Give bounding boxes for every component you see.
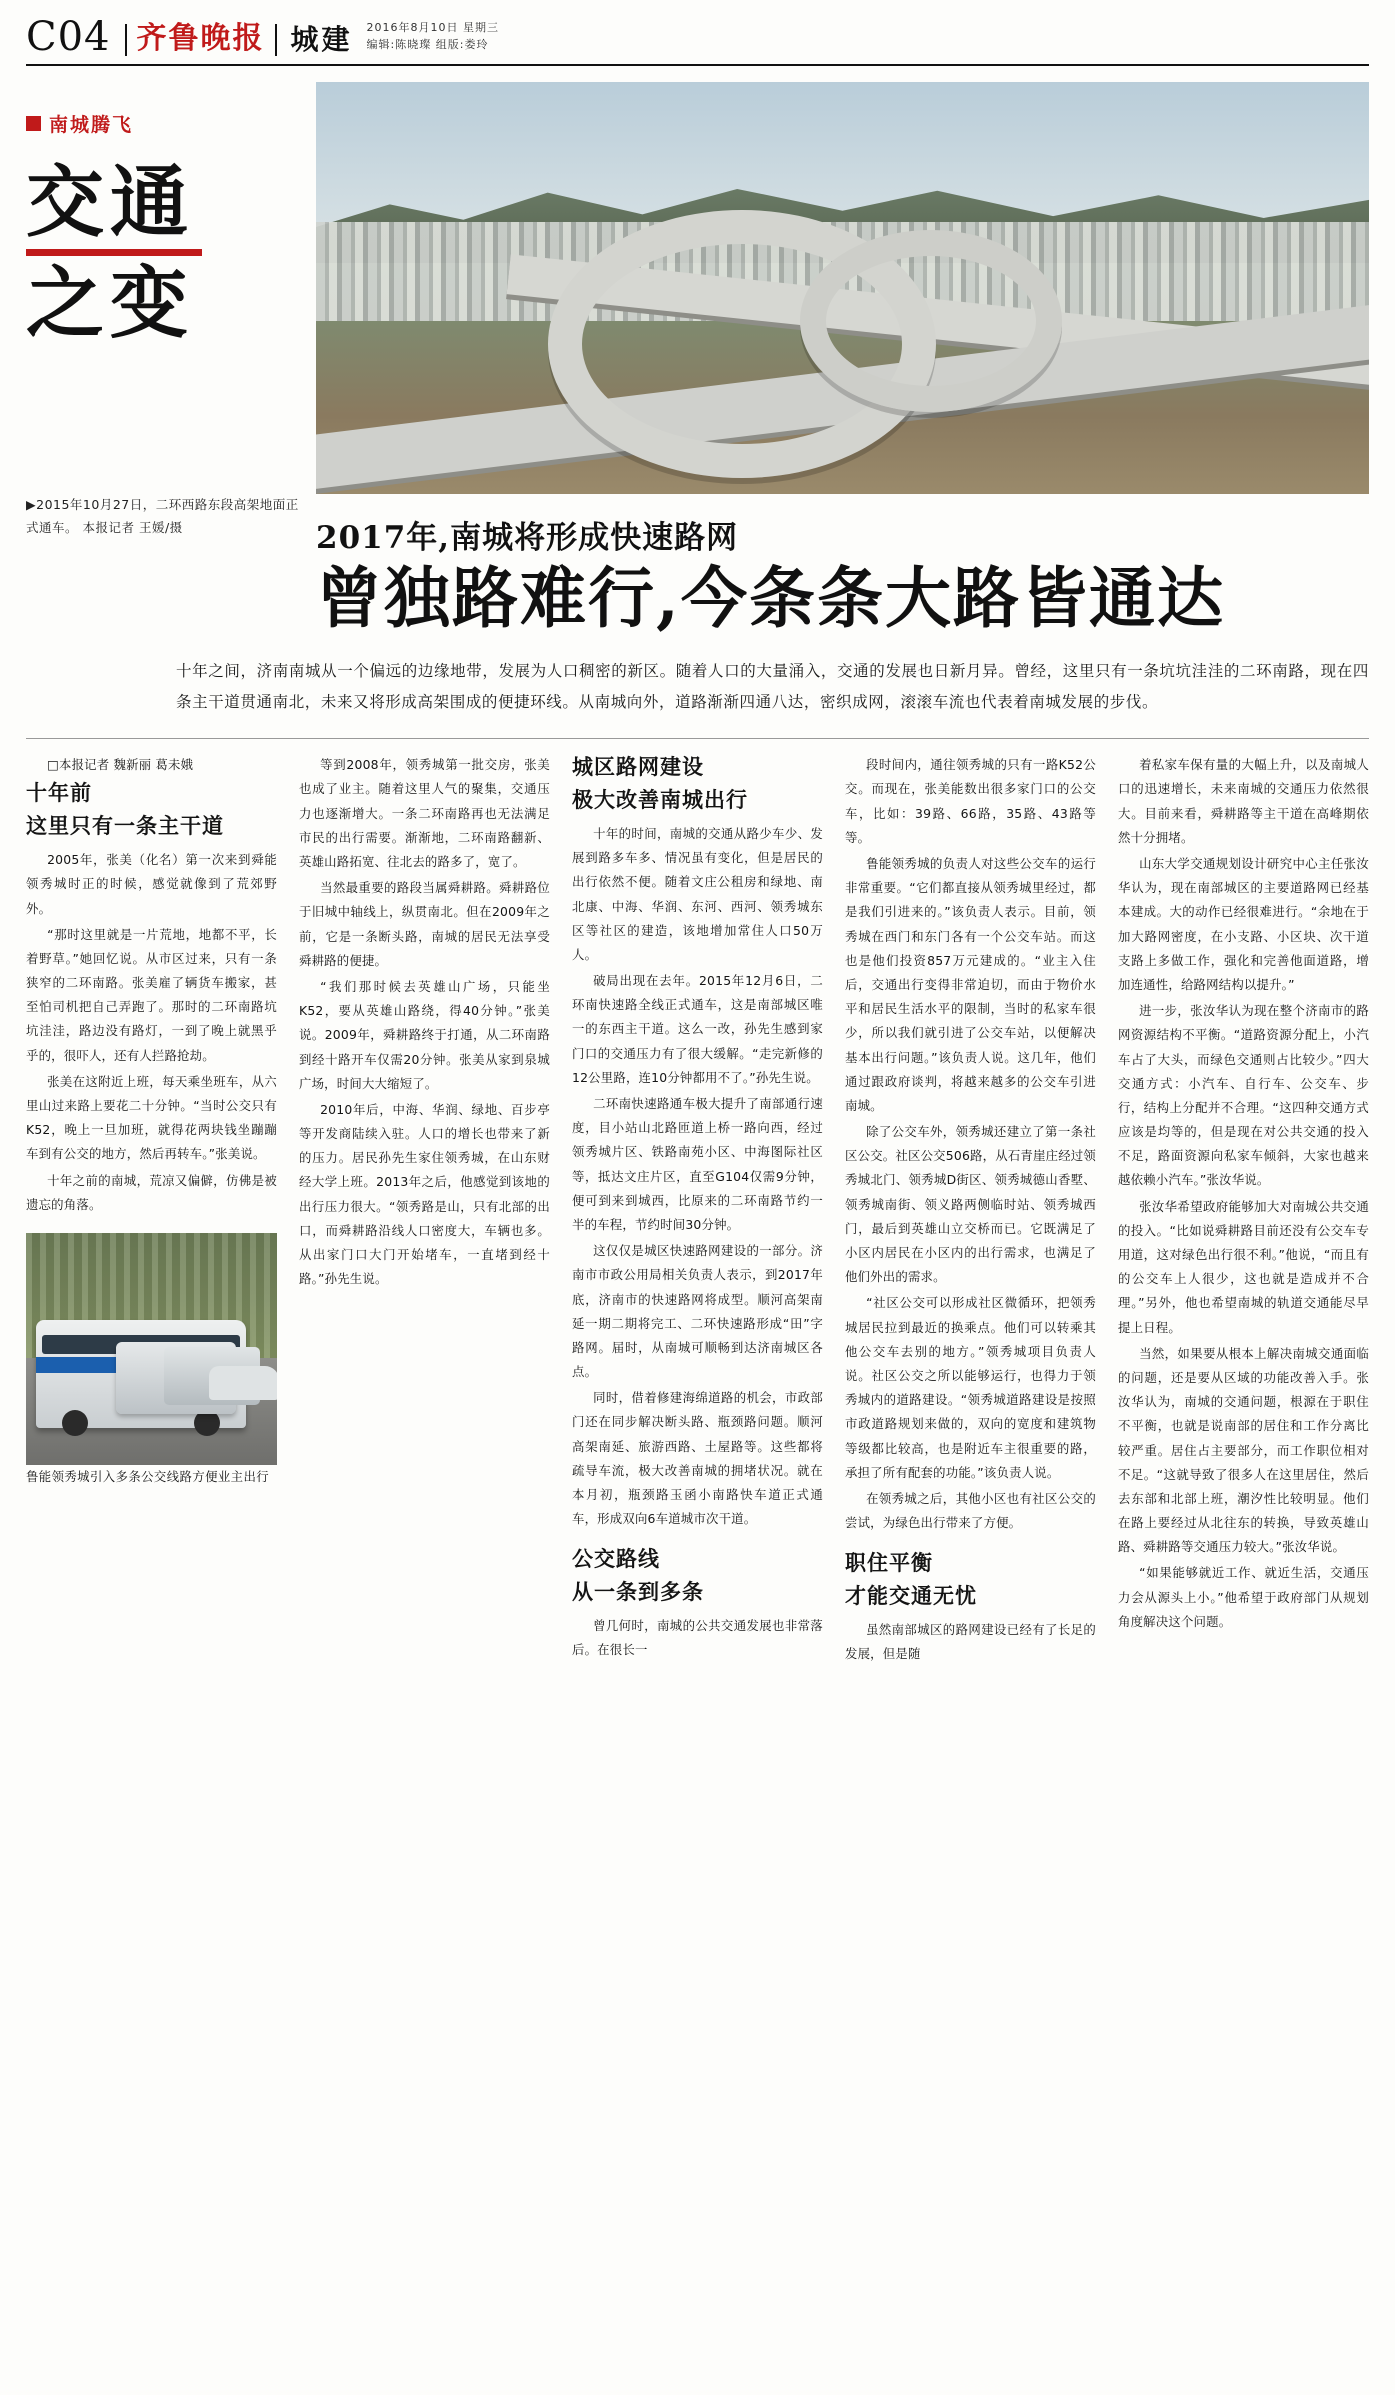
heading-bus-lines-a: 公交路线 xyxy=(572,1546,660,1572)
paragraph: 除了公交车外，领秀城还建立了第一条社区公交。社区公交506路，从石青崖庄经过领秀城北门、领秀城D街区、领秀城德山香墅、领秀城南街、领义路两侧临时站、领秀城西门，最后到英雄山立交桥而已。它既满足了小区内居民在小区内的出行需求，也满足了他们外出的需求。 xyxy=(845,1124,1096,1285)
paragraph: 着私家车保有量的大幅上升，以及南城人口的迅速增长，未来南城的交通压力依然很大。目前来看，舜耕路等主干道在高峰期依然十分拥堵。 xyxy=(1118,757,1369,845)
paragraph: 虽然南部城区的路网建设已经有了长足的发展，但是随 xyxy=(845,1621,1096,1662)
heading-road-network-b: 极大改善南城出行 xyxy=(572,786,748,812)
heading-ten-years-ago-a: 十年前 xyxy=(26,780,92,806)
lead-paragraph: 十年之间，济南南城从一个偏远的边缘地带，发展为人口稠密的新区。随着人口的大量涌入，交通的发展也日新月异。曾经，这里只有一条坑坑洼洼的二环南路，现在四条主干道贯通南北，未来又将形成高架围成的便捷环线。从南城向外，道路渐渐四通八达，密织成网，滚滚车流也代表着南城发展的步伐。 xyxy=(176,662,1369,712)
paragraph: 进一步，张汝华认为现在整个济南市的路网资源结构不平衡。“道路资源分配上，小汽车占了大头，而绿色交通则占比较少。”四大交通方式：小汽车、自行车、公交车、步行，结构上分配并不合理。“这四种交通方式应该是均等的，但是现在对公共交通的投入不足，路面资源向私家车倾斜，大家也越来越依赖小汽车。”张汝华说。 xyxy=(1118,1003,1369,1188)
paragraph: 破局出现在去年。2015年12月6日，二环南快速路全线正式通车，这是南部城区唯一的东西主干道。这么一改，孙先生感到家门口的交通压力有了很大缓解。“走完新修的12公里路，连10分钟都用不了。”孙先生说。 xyxy=(572,973,823,1085)
byline: □本报记者 魏新丽 葛未娥 xyxy=(47,757,194,773)
divider xyxy=(26,738,1369,739)
paragraph: 在领秀城之后，其他小区也有社区公交的尝试，为绿色出行带来了方便。 xyxy=(845,1490,1096,1531)
heading-bus-lines-b: 从一条到多条 xyxy=(572,1578,704,1604)
column-3 xyxy=(572,753,823,1668)
paragraph: 同时，借着修建海绵道路的机会，市政部门还在同步解决断头路、瓶颈路问题。顺河高架南延、旅游西路、土屋路等。这些都将疏导车流，极大改善南城的拥堵状况。就在本月初，瓶颈路玉函小南路快车道正式通车，形成双向6车道城市次干道。 xyxy=(572,1390,823,1527)
column-1 xyxy=(26,753,277,1668)
series-tag-label: 南城腾飞 xyxy=(49,114,134,136)
hero-title xyxy=(26,157,306,349)
paragraph: 鲁能领秀城的负责人对这些公交车的运行非常重要。“它们都直接从领秀城里经过，都是我们引进来的。”该负责人表示。目前，领秀城在西门和东门各有一个公交车站。而这也是他们投资857万元建成的。“业主入住后，交通出行变得非常迫切，而由于物价水平和居民生活水平的限制，当时的私家车很少，所以我们就引进了公交车站，以便解决基本出行问题。”该负责人说。这几年，他们通过跟政府谈判，将越来越多的公交车引进南城。 xyxy=(845,856,1096,1113)
photo-car xyxy=(209,1366,277,1400)
paragraph: “社区公交可以形成社区微循环，把领秀城居民拉到最近的换乘点。他们可以转乘其他公交车去别的地方。”领秀城项目负责人说。社区公交之所以能够运行，也得力于领秀城内的道路建设。“领秀城道路建设是按照市政道路规划来做的，双向的宽度和建筑物等级都比较高，也是附近车主很重要的路，承担了所有配套的功能。”该负责人说。 xyxy=(845,1295,1096,1480)
paragraph: 山东大学交通规划设计研究中心主任张汝华认为，现在南部城区的主要道路网已经基本建成。大的动作已经很难进行。“余地在于加大路网密度，在小支路、小区块、次干道支路上多做工作，强化和完善他面道路，增加连通性，给路网结构以提升。” xyxy=(1118,856,1369,992)
sub-headline: 2017年,南城将形成快速路网 xyxy=(316,520,739,556)
bus-photo-caption: 鲁能领秀城引入多条公交线路方便业主出行 xyxy=(26,1468,270,1484)
heading-job-housing-a: 职住平衡 xyxy=(845,1550,933,1576)
interchange-photo xyxy=(316,82,1369,494)
hero-photo-caption: ▶2015年10月27日，二环西路东段高架地面正式通车。 本报记者 王媛/摄 xyxy=(26,497,299,536)
column-2 xyxy=(299,753,550,1668)
paragraph: 这仅仅是城区快速路网建设的一部分。济南市市政公用局相关负责人表示，到2017年底，济南市的快速路网将成型。顺河高架南延一期二期将完工、二环快速路形成“田”字路网。届时，从南城可顺畅到达济南城区各点。 xyxy=(572,1243,823,1380)
paragraph: 十年的时间，南城的交通从路少车少、发展到路多车多、情况虽有变化，但是居民的出行依然不便。随着文庄公租房和绿地、南北康、中海、华润、东河、西河、领秀城东区等社区的建造，该地增加常住人口50万人。 xyxy=(572,825,823,962)
photo-bus-wheel xyxy=(62,1410,88,1436)
photo-ramp-loop-2 xyxy=(800,230,1062,412)
heading-ten-years-ago-b: 这里只有一条主干道 xyxy=(26,812,224,838)
paragraph: 2010年后，中海、华润、绿地、百步亭等开发商陆续入驻。人口的增长也带来了新的压力。居民孙先生家住领秀城，在山东财经大学上班。2013年之后，他感觉到该地的出行压力很大。“领秀路是山，只有北部的出口，而舜耕路沿线人口密度大，车辆也多。从出家门口大门开始堵车，一直堵到经十路。”孙先生说。 xyxy=(299,1101,550,1287)
paragraph: 等到2008年，领秀城第一批交房，张美也成了业主。随着这里人气的聚集，交通压力也逐渐增大。一条二环南路再也无法满足市民的出行需要。渐渐地，二环南路翻新、英雄山路拓宽、往北去的路多了，宽了。 xyxy=(299,757,550,870)
hero-left xyxy=(26,82,306,634)
masthead-meta xyxy=(367,20,500,56)
paper-logo: 齐鲁晚报 xyxy=(125,24,277,56)
bus-photo xyxy=(26,1233,277,1465)
paragraph: 当然，如果要从根本上解决南城交通面临的问题，还是要从区域的功能改善入手。张汝华认为，南城的交通问题，根源在于职住不平衡，也就是说南部的居住和工作分离比较严重。居住占主要部分，而工作职位相对不足。“这就导致了很多人在这里居住，然后去东部和北部上班，潮汐性比较明显。他们在路上要经过从北往东的转换，导致英雄山路、舜耕路等交通压力较大。”张汝华说。 xyxy=(1118,1345,1369,1555)
paragraph: 段时间内，通往领秀城的只有一路K52公交。而现在，张美能数出很多家门口的公交车，比如：39路、66路，35路、43路等等。 xyxy=(845,757,1096,845)
hero-right xyxy=(306,82,1369,637)
paragraph: 张汝华希望政府能够加大对南城公共交通的投入。“比如说舜耕路目前还没有公交车专用道，这对绿色出行很不利。”他说，“而且有的公交车上人很少，这也就是造成并不合理。”另外，他也希望南城的轨道交通能尽早提上日程。 xyxy=(1118,1198,1369,1335)
masthead xyxy=(26,14,1369,66)
main-headline: 曾独路难行,今条条大路皆通达 xyxy=(316,559,1225,637)
column-5 xyxy=(1118,753,1369,1668)
paragraph: 当然最重要的路段当属舜耕路。舜耕路位于旧城中轴线上，纵贯南北。但在2009年之前，它是一条断头路，南城的居民无法享受舜耕路的便捷。 xyxy=(299,880,550,968)
body-columns xyxy=(26,753,1369,1668)
column-4 xyxy=(845,753,1096,1668)
paragraph: 张美在这附近上班，每天乘坐班车，从六里山过来路上要花二十分钟。“当时公交只有K52，晚上一旦加班，就得花两块钱坐蹦蹦车到有公交的地方，然后再转车。”张美说。 xyxy=(26,1073,277,1162)
paragraph: “我们那时候去英雄山广场，只能坐K52，要从英雄山路绕，得40分钟。”张美说。2009年，舜耕路终于打通，从二环南路到经十路开车仅需20分钟。张美从家到泉城广场，时间大大缩短了。 xyxy=(299,978,550,1091)
hero-section xyxy=(26,82,1369,637)
hero-title-line1: 交通 xyxy=(26,157,195,248)
page-number: C04 xyxy=(26,14,111,60)
paragraph: 十年之前的南城，荒凉又偏僻，仿佛是被遗忘的角落。 xyxy=(26,1172,277,1212)
series-tag xyxy=(26,110,133,137)
hero-title-line2: 之变 xyxy=(26,257,195,349)
square-bullet-icon xyxy=(26,116,41,131)
date-line: 2016年8月10日 星期三 xyxy=(366,21,500,34)
paragraph: “那时这里就是一片荒地，地都不平，长着野草。”她回忆说。从市区过来，只有一条狭窄的二环南路。张美雇了辆货车搬家，甚至怕司机把自己弄跑了。那时的二环南路坑坑洼洼，路边没有路灯，一到了晚上就黑乎乎的，很吓人，还有人拦路抢劫。 xyxy=(26,926,277,1063)
heading-road-network-a: 城区路网建设 xyxy=(572,754,704,780)
title-rule xyxy=(26,249,202,256)
section-title: 城建 xyxy=(290,23,353,56)
editor-line: 编辑:陈晓璨 组版:娄玲 xyxy=(366,37,489,51)
paragraph: “如果能够就近工作、就近生活，交通压力会从源头上小。”他希望于政府部门从规划角度解决这个问题。 xyxy=(1118,1565,1369,1629)
heading-job-housing-b: 才能交通无忧 xyxy=(845,1582,977,1608)
paragraph: 2005年，张美（化名）第一次来到舜能领秀城时正的时候，感觉就像到了荒郊野外。 xyxy=(26,852,277,916)
paragraph: 曾几何时，南城的公共交通发展也非常落后。在很长一 xyxy=(572,1618,823,1658)
paragraph: 二环南快速路通车极大提升了南部通行速度，目小站山北路匝道上桥一路向西，经过领秀城片区、铁路南苑小区、中海图际社区等，抵达文庄片区，直至G104仅需9分钟，便可到来到城西，比原来的二环南路节约一半的车程，节约时间30分钟。 xyxy=(572,1096,823,1232)
